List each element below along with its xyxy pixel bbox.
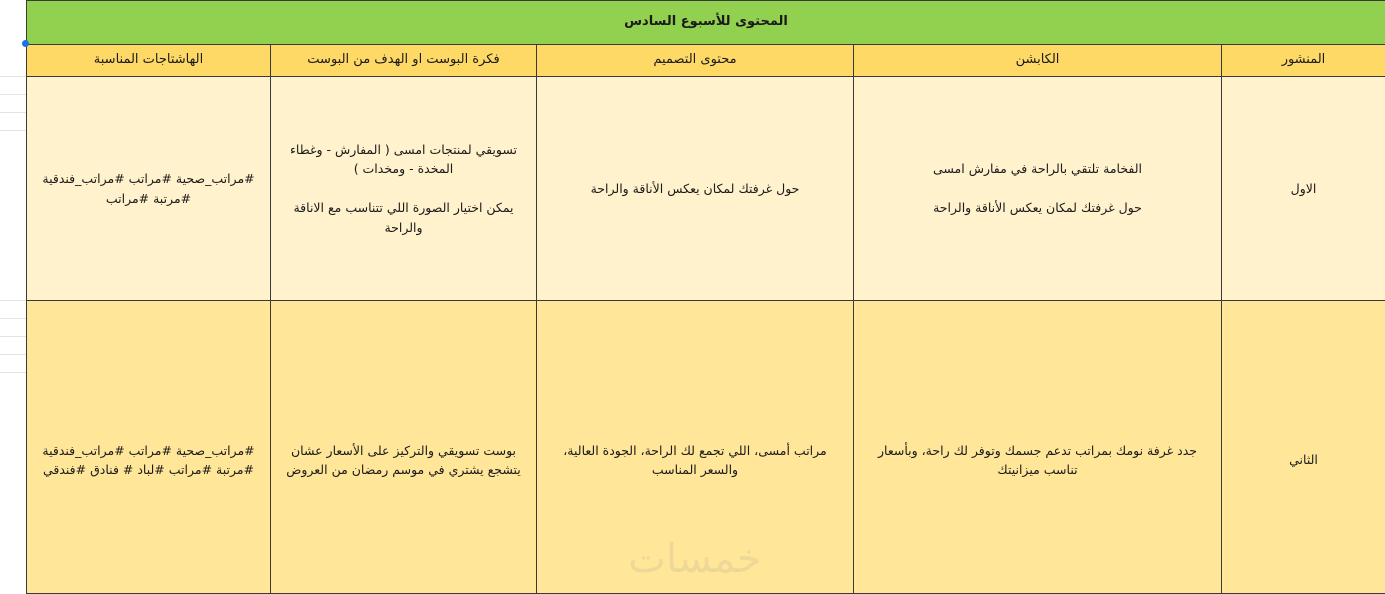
gutter-row-line bbox=[0, 112, 26, 113]
header-post-idea[interactable]: فكرة البوست او الهدف من البوست bbox=[271, 45, 537, 77]
cell-hashtags[interactable] bbox=[27, 301, 271, 594]
cell-text: #مراتب_صحية #مراتب #مراتب_فندقية #مرتبة #مراتب #لباد # فنادق #فندقي bbox=[35, 415, 262, 480]
cell-text: بوست تسويقي والتركيز على الأسعار عشان يتشجع يشتري في موسم رمضان من العروض bbox=[279, 415, 528, 480]
cell-post[interactable]: الاول bbox=[1222, 77, 1385, 301]
content-plan-table bbox=[26, 0, 1385, 594]
header-post[interactable]: المنشور bbox=[1222, 45, 1385, 77]
table-row bbox=[27, 77, 1385, 301]
gutter-row-line bbox=[0, 318, 26, 319]
selection-handle[interactable] bbox=[22, 40, 29, 47]
gutter-row-line bbox=[0, 76, 26, 77]
cell-text: مراتب أمسى، اللي تجمع لك الراحة، الجودة العالية، والسعر المناسب bbox=[545, 415, 845, 480]
gutter-row-line bbox=[0, 94, 26, 95]
gutter-row-line bbox=[0, 130, 26, 131]
cell-caption[interactable]: الفخامة تلتقي بالراحة في مفارش امسى حول غرفتك لمكان يعكس الأناقة والراحة bbox=[854, 77, 1222, 301]
cell-text: جدد غرفة نومك بمراتب تدعم جسمك وتوفر لك راحة، وبأسعار تناسب ميزانيتك bbox=[862, 415, 1213, 480]
gutter-row-line bbox=[0, 336, 26, 337]
gutter-row-line bbox=[0, 354, 26, 355]
table-title-cell[interactable]: المحتوى للأسبوع السادس bbox=[27, 1, 1385, 45]
cell-post-idea[interactable] bbox=[271, 301, 537, 594]
cell-text: الثاني bbox=[1230, 424, 1377, 469]
cell-hashtags[interactable]: #مراتب_صحية #مراتب #مراتب_فندقية #مرتبة #مراتب bbox=[27, 77, 271, 301]
cell-design-content[interactable]: حول غرفتك لمكان يعكس الأناقة والراحة bbox=[537, 77, 854, 301]
cell-caption[interactable] bbox=[854, 301, 1222, 594]
header-design-content[interactable]: محتوى التصميم bbox=[537, 45, 854, 77]
gutter-row-line bbox=[0, 300, 26, 301]
header-hashtags[interactable]: الهاشتاجات المناسبة bbox=[27, 45, 271, 77]
cell-post[interactable] bbox=[1222, 301, 1385, 594]
watermark-logo: خمسات bbox=[600, 534, 790, 584]
gutter-row-line bbox=[0, 372, 26, 373]
cell-post-idea[interactable]: تسويقي لمنتجات امسى ( المفارش - وغطاء المخدة - ومخدات ) يمكن اختيار الصورة اللي تتناسب مع الاناقة والراحة bbox=[271, 77, 537, 301]
header-caption[interactable]: الكابشن bbox=[854, 45, 1222, 77]
